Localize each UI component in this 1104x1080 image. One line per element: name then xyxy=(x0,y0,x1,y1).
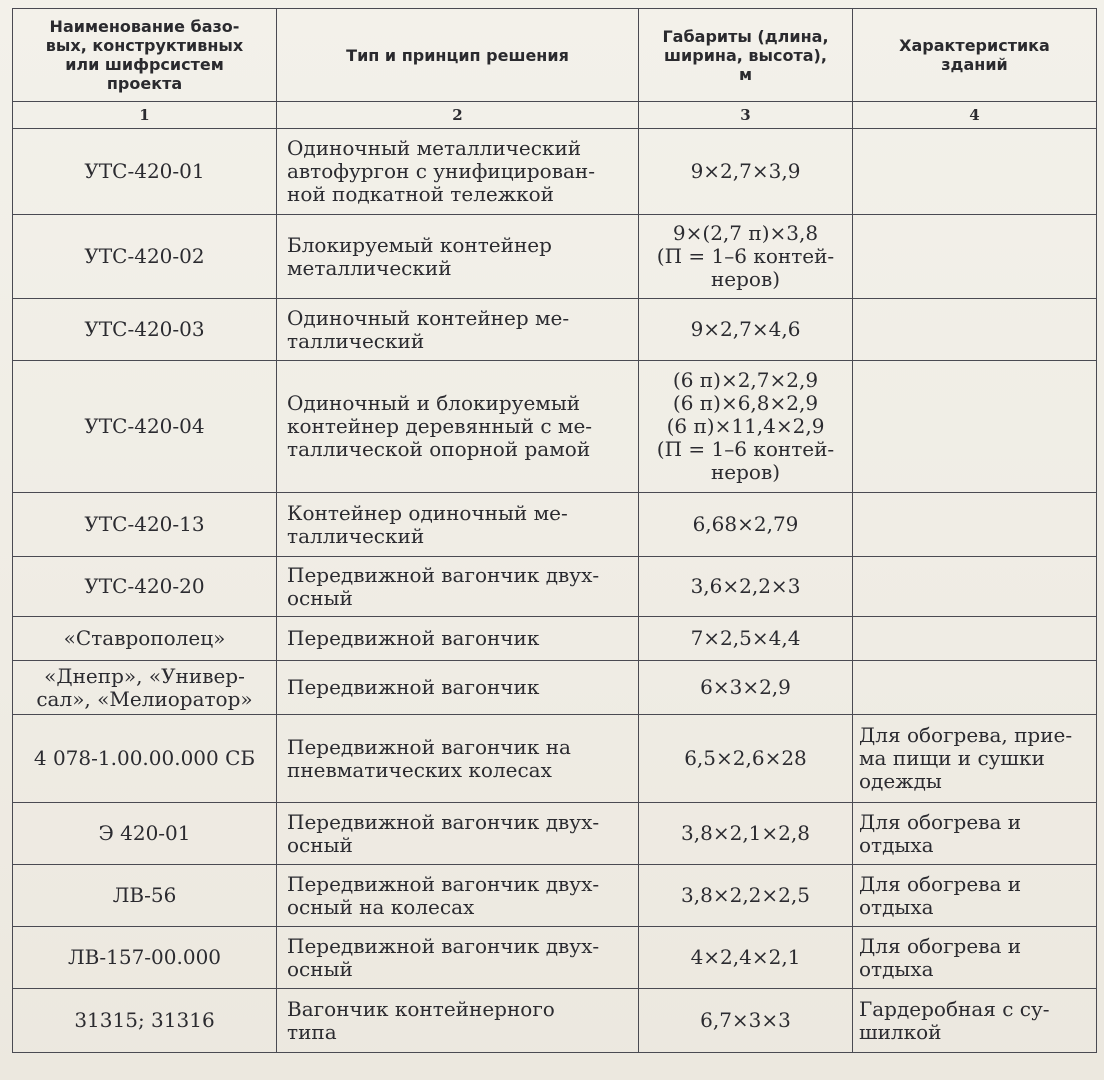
cell-characteristic xyxy=(853,215,1097,299)
table-row xyxy=(13,865,1097,927)
cell-code: Э 420-01 xyxy=(13,803,277,865)
cell-code: ЛВ-157-00.000 xyxy=(13,927,277,989)
header-characteristic: Характеристика зданий xyxy=(853,9,1097,102)
cell-dimensions: 3,6×2,2×3 xyxy=(639,557,853,617)
table-row xyxy=(13,989,1097,1053)
column-number: 3 xyxy=(639,102,853,129)
cell-code: УТС-420-20 xyxy=(13,557,277,617)
cell-dimensions: (6 п)×2,7×2,9 (6 п)×6,8×2,9 (6 п)×11,4×2,9 (П = 1–6 контей- неров) xyxy=(639,361,853,493)
cell-code: УТС-420-02 xyxy=(13,215,277,299)
buildings-table xyxy=(12,8,1097,1053)
cell-characteristic: Для обогрева, прие- ма пищи и сушки одежды xyxy=(853,715,1097,803)
header-row xyxy=(13,9,1097,102)
cell-characteristic xyxy=(853,361,1097,493)
cell-dimensions: 7×2,5×4,4 xyxy=(639,617,853,661)
cell-characteristic: Для обогрева и отдыха xyxy=(853,803,1097,865)
header-name: Наименование базо- вых, конструктивных или шифрсистем проекта xyxy=(13,9,277,102)
header-type: Тип и принцип решения xyxy=(277,9,639,102)
cell-type: Вагончик контейнерного типа xyxy=(277,989,639,1053)
table-row xyxy=(13,927,1097,989)
cell-characteristic xyxy=(853,493,1097,557)
cell-dimensions: 6,5×2,6×28 xyxy=(639,715,853,803)
column-number: 4 xyxy=(853,102,1097,129)
cell-dimensions: 3,8×2,2×2,5 xyxy=(639,865,853,927)
table-row xyxy=(13,129,1097,215)
cell-code: ЛВ-56 xyxy=(13,865,277,927)
table-row xyxy=(13,715,1097,803)
cell-code: УТС-420-13 xyxy=(13,493,277,557)
table-row xyxy=(13,557,1097,617)
cell-type: Передвижной вагончик двух- осный xyxy=(277,927,639,989)
table-row xyxy=(13,215,1097,299)
cell-dimensions: 4×2,4×2,1 xyxy=(639,927,853,989)
cell-type: Передвижной вагончик двух- осный на колесах xyxy=(277,865,639,927)
cell-type: Блокируемый контейнер металлический xyxy=(277,215,639,299)
cell-characteristic xyxy=(853,661,1097,715)
cell-characteristic xyxy=(853,557,1097,617)
cell-type: Одиночный металлический автофургон с унифицирован- ной подкатной тележкой xyxy=(277,129,639,215)
cell-dimensions: 9×(2,7 п)×3,8 (П = 1–6 контей- неров) xyxy=(639,215,853,299)
cell-dimensions: 9×2,7×3,9 xyxy=(639,129,853,215)
column-number: 1 xyxy=(13,102,277,129)
cell-dimensions: 6×3×2,9 xyxy=(639,661,853,715)
cell-type: Одиночный и блокируемый контейнер деревянный с ме- таллической опорной рамой xyxy=(277,361,639,493)
table-row xyxy=(13,803,1097,865)
cell-code: УТС-420-03 xyxy=(13,299,277,361)
cell-type: Одиночный контейнер ме- таллический xyxy=(277,299,639,361)
cell-code: УТС-420-04 xyxy=(13,361,277,493)
cell-type: Контейнер одиночный ме- таллический xyxy=(277,493,639,557)
cell-code: 31315; 31316 xyxy=(13,989,277,1053)
cell-dimensions: 3,8×2,1×2,8 xyxy=(639,803,853,865)
table-row xyxy=(13,493,1097,557)
table-row xyxy=(13,299,1097,361)
cell-type: Передвижной вагончик xyxy=(277,617,639,661)
table-row xyxy=(13,361,1097,493)
column-number: 2 xyxy=(277,102,639,129)
header-dimensions: Габариты (длина, ширина, высота), м xyxy=(639,9,853,102)
cell-characteristic xyxy=(853,299,1097,361)
cell-characteristic: Для обогрева и отдыха xyxy=(853,927,1097,989)
cell-dimensions: 6,68×2,79 xyxy=(639,493,853,557)
table-row xyxy=(13,661,1097,715)
cell-code: УТС-420-01 xyxy=(13,129,277,215)
cell-dimensions: 6,7×3×3 xyxy=(639,989,853,1053)
cell-type: Передвижной вагончик двух- осный xyxy=(277,557,639,617)
cell-type: Передвижной вагончик двух- осный xyxy=(277,803,639,865)
column-number-row xyxy=(13,102,1097,129)
cell-characteristic: Для обогрева и отдыха xyxy=(853,865,1097,927)
cell-characteristic: Гардеробная с су- шилкой xyxy=(853,989,1097,1053)
cell-code: «Днепр», «Универ- сал», «Мелиоратор» xyxy=(13,661,277,715)
cell-type: Передвижной вагончик на пневматических колесах xyxy=(277,715,639,803)
cell-code: 4 078-1.00.00.000 СБ xyxy=(13,715,277,803)
table-row xyxy=(13,617,1097,661)
cell-characteristic xyxy=(853,129,1097,215)
cell-characteristic xyxy=(853,617,1097,661)
cell-type: Передвижной вагончик xyxy=(277,661,639,715)
cell-dimensions: 9×2,7×4,6 xyxy=(639,299,853,361)
cell-code: «Ставрополец» xyxy=(13,617,277,661)
